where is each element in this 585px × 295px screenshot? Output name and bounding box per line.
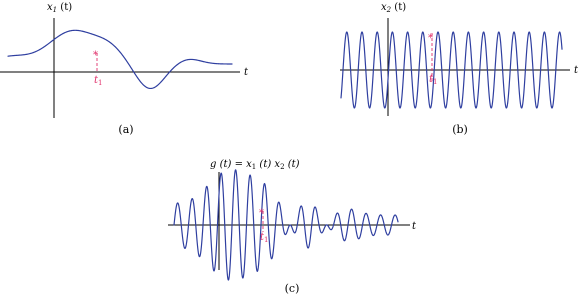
panel-a-y-axis-label: $x_1$ (t) (47, 2, 73, 14)
panel-b-x-axis-label: t (574, 65, 579, 76)
panel-a-marker-label: $t_1$ (94, 75, 103, 87)
panel-c-marker-star: * (259, 208, 264, 219)
panel-a-caption: (a) (118, 123, 134, 136)
panel-a-signal-curve (8, 30, 232, 88)
panel-b (340, 2, 579, 136)
panel-b-caption: (b) (452, 123, 468, 136)
panel-c-caption: (c) (284, 282, 300, 295)
panel-a-marker-star: * (93, 50, 98, 61)
panel-c-marker-label: $t_1$ (260, 232, 269, 244)
panel-c (168, 159, 417, 295)
panel-b-marker-star: * (428, 33, 433, 44)
panel-b-marker-label: $t_1$ (429, 74, 438, 86)
panel-c-y-axis-label: g $(t) = x_1$ (t) $x_2$ (t) (210, 159, 300, 171)
panel-a (0, 2, 249, 136)
panel-a-x-axis-label: t (244, 67, 249, 78)
panel-c-x-axis-label: t (412, 221, 417, 232)
panel-b-y-axis-label: $x_2$ (t) (381, 2, 407, 14)
